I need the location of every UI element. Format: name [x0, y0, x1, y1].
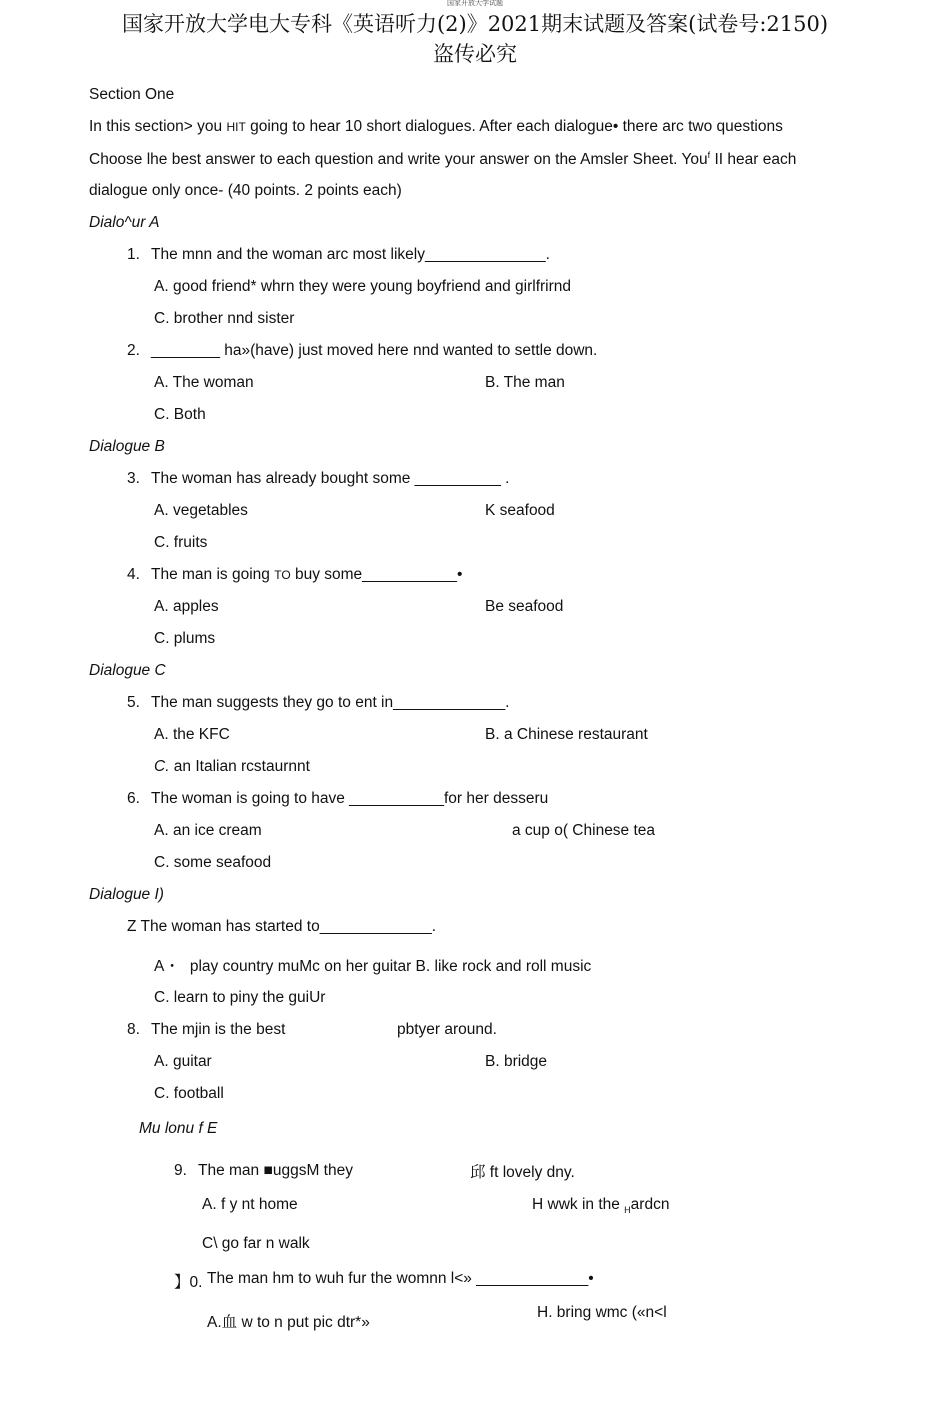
question-3-option-b: K seafood: [485, 502, 555, 519]
question-8-option-a: A. guitar: [154, 1053, 212, 1070]
dialogue-heading-a: Dialo^ur A: [89, 214, 160, 231]
question-1-text: The mnn and the woman arc most likely______________.: [151, 246, 550, 263]
question-2-number: 2.: [127, 342, 140, 359]
question-4-option-b: Be seafood: [485, 598, 564, 615]
question-6-text: The woman is going to have ___________for her desseru: [151, 790, 549, 807]
question-8-option-b: B. bridge: [485, 1053, 548, 1070]
question-9-number: 9.: [174, 1162, 187, 1179]
question-8-option-c: C. football: [154, 1085, 224, 1102]
question-6-option-b: a cup o( Chinese tea: [512, 822, 656, 839]
question-5-option-c: [154, 758, 310, 776]
question-10-option-a: A.血 w to n put pic dtr*»: [207, 1314, 370, 1331]
question-5-option-a: A. the KFC: [154, 726, 230, 743]
question-1-number: 1.: [127, 246, 140, 263]
question-4-option-a: A. apples: [154, 598, 219, 615]
question-5-text: The man suggests they go to ent in_____________.: [151, 694, 510, 711]
question-7-option-a-text: play country muMc on her guitar B. like rock and roll music: [189, 958, 592, 975]
question-3-text: The woman has already bought some __________ .: [151, 470, 510, 487]
question-4-option-c: C. plums: [154, 630, 216, 647]
question-9-option-b-text: ardcn: [630, 1196, 670, 1213]
question-1-option-c: C. brother nnd sister: [154, 310, 295, 327]
question-6-option-a: A. an ice cream: [154, 822, 262, 839]
instructions-text: Choose lhe best answer to each question and write your answer on the Amsler Sheet. You: [89, 151, 708, 169]
question-7-text: Z The woman has started to_____________.: [127, 918, 437, 935]
question-9-option-a: A. f y nt home: [202, 1196, 298, 1213]
section-heading: Section One: [89, 86, 175, 103]
question-8-number: 8.: [127, 1021, 140, 1038]
question-9-option-b-text: H: [624, 1205, 631, 1216]
question-5-option-c-letter: C.: [154, 758, 170, 775]
question-10-option-b: H. bring wmc («n<l: [537, 1304, 667, 1321]
question-2-option-b: B. The man: [485, 374, 565, 391]
question-8-text: The mjin is the best: [151, 1021, 286, 1038]
instructions-text: II hear each: [710, 151, 797, 169]
question-1-option-a: A. good friend* whrn they were young boyfriend and girlfrirnd: [154, 278, 572, 295]
question-9-text-2: 邱 ft lovely dny.: [470, 1164, 575, 1181]
question-7-option-a: [154, 954, 591, 976]
instructions-text: f: [707, 150, 711, 160]
question-9-option-b: [532, 1196, 669, 1215]
question-9-option-b-text: H wwk in the: [532, 1196, 625, 1213]
instructions-text: In this section> you: [89, 118, 227, 135]
question-5-option-c-text: an Italian rcstaurnnt: [169, 758, 310, 775]
question-7-option-c: C. learn to piny the guiUr: [154, 989, 326, 1006]
question-3-option-c: C. fruits: [154, 534, 208, 551]
instructions-text: HIT: [226, 120, 246, 134]
question-4-text-part: TO: [274, 568, 291, 582]
question-10-number: 】0.: [174, 1274, 203, 1291]
question-9-option-c: C\ go far n walk: [202, 1235, 310, 1252]
question-7-option-a-letter: A・: [154, 958, 180, 975]
instructions-line-1: [89, 118, 783, 136]
question-2-option-a: A. The woman: [154, 374, 254, 391]
question-2-option-c: C. Both: [154, 406, 206, 423]
question-4-number: 4.: [127, 566, 140, 583]
page-title: 国家开放大学电大专科《英语听力(2)》2021期末试题及答案(试卷号:2150): [121, 12, 829, 36]
question-2-text: ________ ha»(have) just moved here nnd wanted to settle down.: [151, 342, 598, 359]
question-4-text: [151, 566, 462, 584]
question-3-option-a: A. vegetables: [154, 502, 248, 519]
dialogue-heading-b: Dialogue B: [89, 438, 165, 455]
question-4-text-part: The man is going: [151, 566, 275, 583]
dialogue-heading-c: Dialogue C: [89, 662, 166, 679]
question-8-text-2: pbtyer around.: [397, 1021, 497, 1038]
dialogue-heading-d: Dialogue I): [89, 886, 164, 903]
question-3-number: 3.: [127, 470, 140, 487]
question-10-text: The man hm to wuh fur the womnn l<» _____________•: [207, 1270, 594, 1287]
question-5-number: 5.: [127, 694, 140, 711]
instructions-text: going to hear 10 short dialogues. After each dialogue• there arc two questions: [245, 118, 783, 135]
dialogue-heading-e: Mu lonu f E: [139, 1120, 218, 1137]
question-5-option-b: B. a Chinese restaurant: [485, 726, 648, 743]
running-header: 国家开放大学试题: [447, 0, 503, 7]
question-6-number: 6.: [127, 790, 140, 807]
question-6-option-c: C. some seafood: [154, 854, 272, 871]
question-9-text: The man ■uggsM they: [198, 1162, 353, 1179]
instructions-line-2: [89, 150, 796, 169]
instructions-line-3: dialogue only once- (40 points. 2 points each): [89, 182, 402, 199]
page-subtitle: 盗传必究: [433, 42, 517, 66]
question-4-text-part: buy some___________•: [290, 566, 463, 583]
